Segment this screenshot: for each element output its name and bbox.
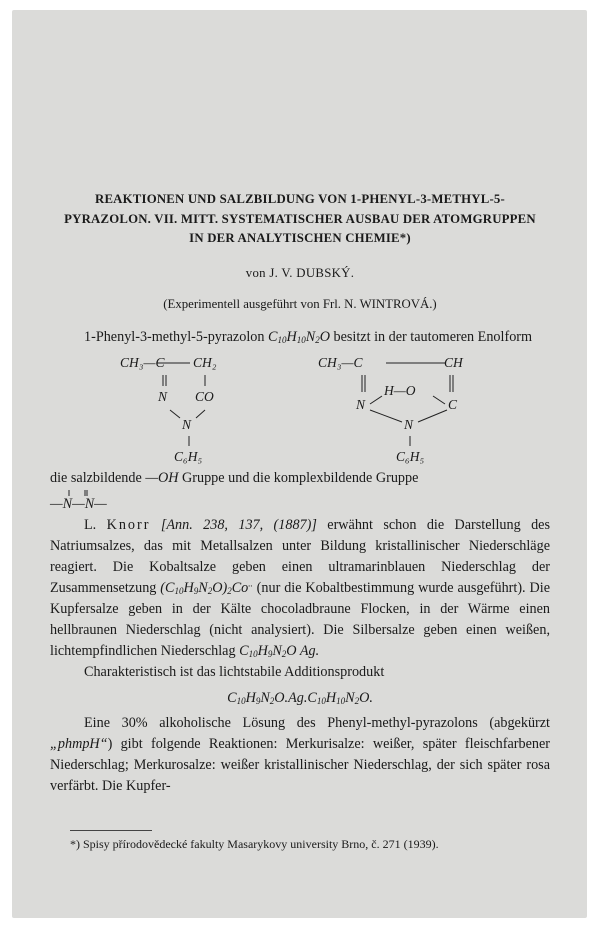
left-n: N bbox=[158, 388, 168, 404]
article-body bbox=[50, 190, 550, 797]
complex-group-formula bbox=[50, 489, 550, 515]
intro-paragraph: 1-Phenyl-3-methyl-5-pyrazolon $C_{10}H_{10}N_2O$ besitzt in der tautomeren Enolform bbox=[84, 328, 533, 345]
formula-addition-product: $C_{10}H_9N_2O.Ag.C_{10}H_{10}N_2O$. bbox=[227, 689, 373, 706]
formula-silver: $C_{10}H_9N_2O$ Ag. bbox=[239, 642, 320, 659]
left-c6h5: C₆H₅ bbox=[174, 448, 203, 464]
right-c: C bbox=[448, 396, 458, 412]
author-knorr: Knorr bbox=[106, 516, 151, 533]
experimental-note: (Experimentell ausgeführt von Frl. N. WINTROVÁ.) bbox=[163, 296, 437, 311]
knorr-paragraph: L. Knorr [Ann. 238, 137, (1887)] erwähnt schon die Darstellung des Natriumsalzes, das mit Metallsalzen unter Bildung kristallinischer Niederschläge reagiert. Die Kobaltsalze geben einen ultramarinblauen Niederschlag der Zusammensetzung $(C_{10}H_9N_2O)_2Co^{..}$ (nur die Kobaltbestimmung wurde ausgeführt). Die Kupfersalze geben in der Kälte chocoladbraune Flocken, in der Wärme einen hellbraunen Niederschlag (nicht analysiert). Die Silbersalze geben einen weißen, lichtempfindlichen Niederschlag $C_{10}H_9N_2O$ Ag. bbox=[50, 516, 550, 659]
left-ch2: CH₂ bbox=[193, 354, 217, 370]
left-n-bottom: N bbox=[182, 416, 192, 432]
formula-cobalt: $(C_{10}H_9N_2O)_2Co^{..}$ bbox=[160, 577, 253, 596]
paper-page bbox=[12, 10, 587, 918]
structural-formulas bbox=[50, 352, 550, 464]
knorr-reference: [Ann. 238, 137, (1887)] bbox=[160, 516, 317, 533]
formula-pyrazolon: $C_{10}H_{10}N_2O$ bbox=[268, 328, 330, 345]
article-title: REAKTIONEN UND SALZBILDUNG VON 1-PHENYL-3-METHYL-5-PYRAZOLON. VII. MITT. SYSTEMATISCHER AUSBAU DER ATOMGRUPPEN IN DER ANALYTISCHEN CHEMIE*) bbox=[64, 192, 536, 245]
salt-group-paragraph: die salzbildende —OH Gruppe und die komplexbildende Gruppe bbox=[50, 469, 419, 486]
alcohol-paragraph: Eine 30% alkoholische Lösung des Phenyl-methyl-pyrazolons (abgekürzt „phmpH“) gibt folgende Reaktionen: Merkurisalze: weißer, später fleischfarbener Niederschlag; Merkurosalze: weißer kristallinischer Niederschlag, der sich später rosa verfärbt. Die Kupfer- bbox=[50, 714, 550, 794]
footnote: *) Spisy přírodovědecké fakulty Masarykovy university Brno, č. 271 (1939). bbox=[70, 837, 439, 851]
right-ho: H—O bbox=[384, 382, 416, 398]
right-c6h5: C₆H₅ bbox=[396, 448, 425, 464]
right-ch3-c: CH₃—C bbox=[318, 354, 363, 370]
group-n-n: —N—N— bbox=[50, 495, 107, 512]
author-line: von J. V. DUBSKÝ. bbox=[245, 265, 355, 280]
right-ch: CH bbox=[444, 354, 463, 370]
right-n: N bbox=[356, 396, 366, 412]
left-co: CO bbox=[195, 388, 214, 404]
left-ch3-c: CH₃—C bbox=[120, 354, 165, 370]
right-n-bottom: N bbox=[404, 416, 414, 432]
characteristic-line: Charakteristisch ist das lichtstabile Additionsprodukt bbox=[84, 663, 385, 680]
footnote-rule bbox=[70, 830, 152, 831]
